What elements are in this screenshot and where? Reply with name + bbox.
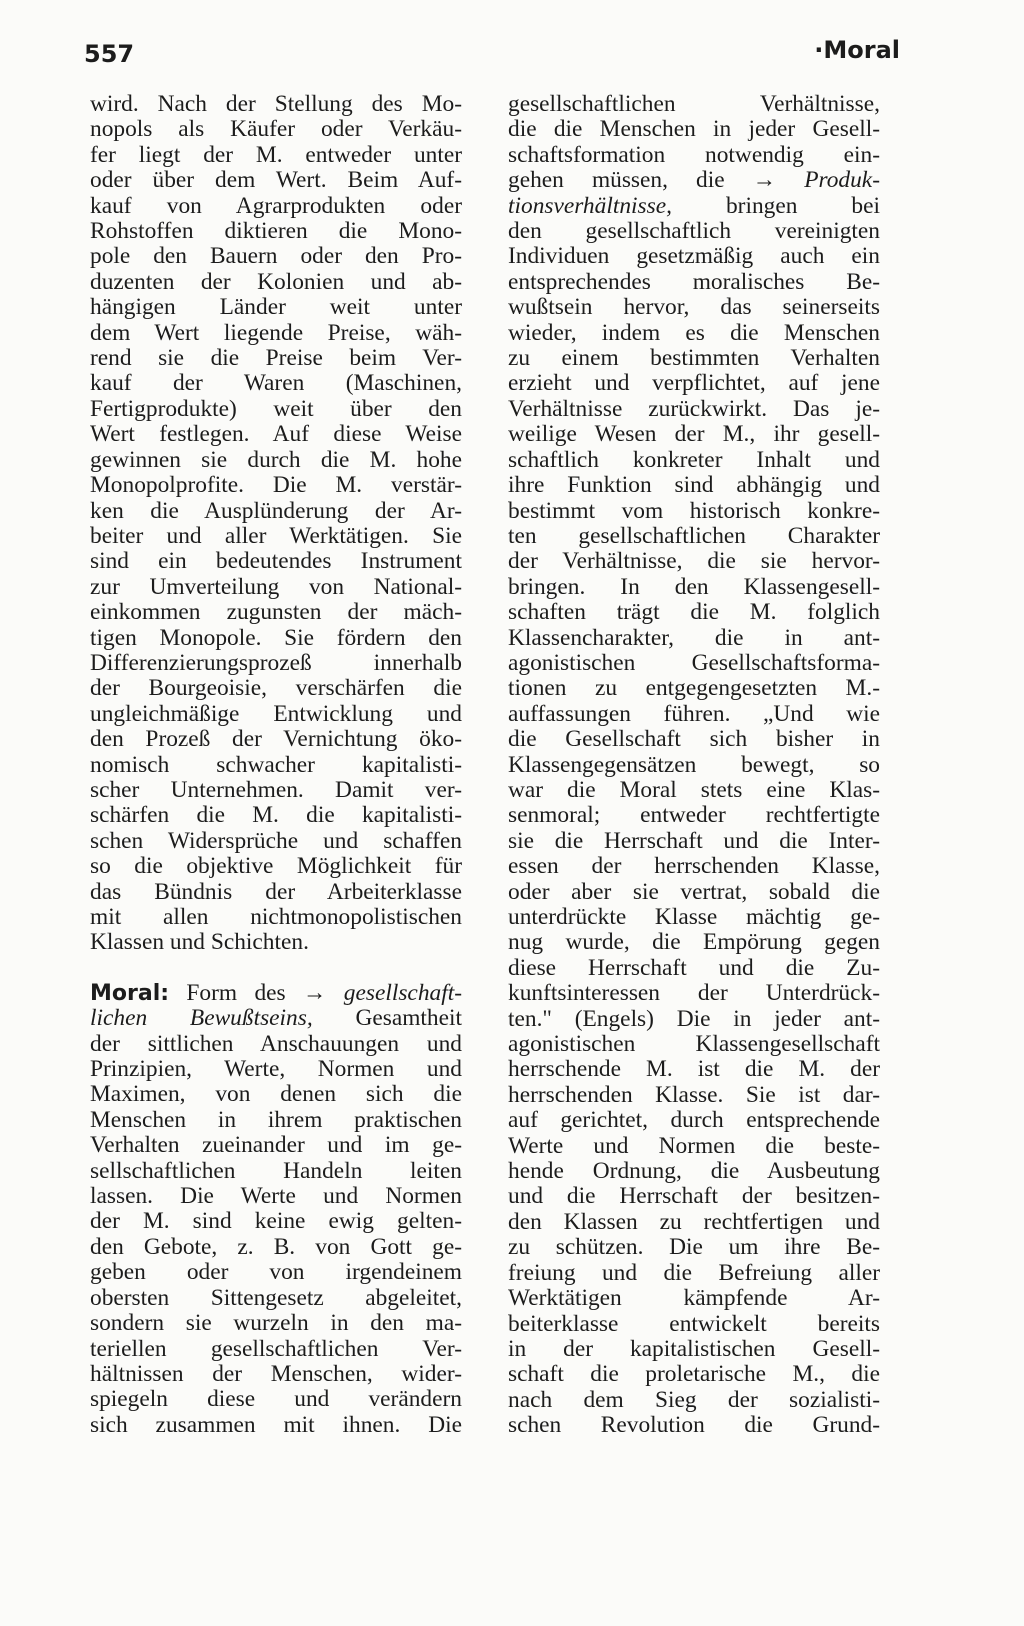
text-line: Klassen und Schichten. [90, 929, 309, 956]
text-line [508, 168, 880, 193]
text-line: die Gesellschaft sich bisher in [508, 726, 880, 753]
text-line: obersten Sittengesetz abgeleitet, [90, 1284, 462, 1311]
left-column [90, 92, 462, 1438]
entry-headword: Moral: [90, 980, 170, 1006]
entry-text: gehen müssen, die → [508, 167, 777, 194]
text-line: mit allen nichtmonopolistischen [90, 904, 462, 930]
text-line: zu einem bestimmten Verhalten [508, 345, 880, 372]
text-line: auf gerichtet, durch entsprechende [508, 1107, 880, 1134]
text-line: der sittlichen Anschauungen und [90, 1030, 462, 1057]
text-line: sondern sie wurzeln in den ma- [90, 1310, 462, 1337]
text-line: beiterklasse entwickelt bereits [508, 1310, 880, 1337]
text-line [90, 981, 462, 1006]
paragraph-gap [90, 956, 462, 981]
text-line: Individuen gesetzmäßig auch ein [508, 243, 880, 270]
text-line: kunftsinteressen der Unterdrück- [508, 980, 880, 1007]
text-line: senmoral; entweder rechtfertigte [508, 802, 880, 829]
text-line: Differenzierungsprozeß innerhalb [90, 649, 462, 676]
text-line: den Prozeß der Vernichtung öko- [90, 726, 462, 753]
text-line: den Gebote, z. B. von Gott ge- [90, 1233, 462, 1260]
text-line: geben oder von irgendeinem [90, 1259, 462, 1286]
text-line: fer liegt der M. entweder unter [90, 141, 462, 168]
text-line: herrschende M. ist die M. der [508, 1056, 880, 1083]
text-line: sellschaftlichen Handeln leiten [90, 1157, 462, 1184]
text-line: tigen Monopole. Sie fördern den [90, 624, 462, 651]
page-number: 557 [84, 40, 135, 68]
text-line: gesellschaftlichen Verhältnisse, [508, 91, 880, 117]
text-line: unterdrückte Klasse mächtig ge- [508, 904, 880, 930]
text-line: wird. Nach der Stellung des Mo- [90, 91, 462, 117]
text-line: Werktätigen kämpfende Ar- [508, 1285, 880, 1312]
text-line: das Bündnis der Arbeiterklasse [90, 878, 462, 905]
text-line: Maximen, von denen sich die [90, 1081, 462, 1108]
text-line: essen der herrschenden Klasse, [508, 853, 880, 880]
text-line: oder über dem Wert. Beim Auf- [90, 167, 462, 194]
text-line: oder aber sie vertrat, sobald die [508, 878, 880, 905]
text-line: nach dem Sieg der sozialisti- [508, 1386, 880, 1413]
text-line: erzieht und verpflichtet, auf jene [508, 370, 880, 397]
text-line: ken die Ausplünderung der Ar- [90, 497, 462, 524]
text-line: bestimmt vom historisch konkre- [508, 497, 880, 524]
monopol-continuation-paragraph [90, 92, 462, 956]
text-line: Klassencharakter, die in ant- [508, 624, 880, 651]
text-line: zur Umverteilung von National- [90, 573, 462, 600]
text-line: hende Ordnung, die Ausbeutung [508, 1158, 880, 1185]
text-line [508, 194, 880, 219]
cross-reference: tionsverhältnisse, [508, 192, 672, 219]
text-line: spiegeln diese und verändern [90, 1386, 462, 1413]
text-line: weilige Wesen der M., ihr gesell- [508, 421, 880, 448]
text-line: rend sie die Preise beim Ver- [90, 345, 462, 372]
moral-entry-continuation [508, 92, 880, 1439]
text-line: entsprechendes moralisches Be- [508, 268, 880, 295]
text-line: schaft die proletarische M., die [508, 1361, 880, 1388]
text-line: einkommen zugunsten der mäch- [90, 599, 462, 626]
text-line: Verhältnisse zurückwirkt. Das je- [508, 395, 880, 422]
text-line: sie die Herrschaft und die Inter- [508, 827, 880, 854]
text-line: ungleichmäßige Entwicklung und [90, 700, 462, 727]
text-line [90, 1006, 462, 1031]
text-line: teriellen gesellschaftlichen Ver- [90, 1335, 462, 1362]
moral-entry-paragraph [90, 981, 462, 1438]
text-line: nug wurde, die Empörung gegen [508, 929, 880, 956]
text-line: bringen. In den Klassengesell- [508, 573, 880, 600]
text-line: auffassungen führen. „Und wie [508, 700, 880, 727]
text-line: der Bourgeoisie, verschärfen die [90, 675, 462, 702]
text-line: und die Herrschaft der besitzen- [508, 1183, 880, 1210]
text-line: schärfen die M. die kapitalisti- [90, 802, 462, 829]
text-line: tionen zu entgegengesetzten M.- [508, 675, 880, 702]
text-line: kauf der Waren (Maschinen, [90, 370, 462, 397]
text-line: sich zusammen mit ihnen. Die [90, 1411, 462, 1438]
text-line: kauf von Agrarprodukten oder [90, 192, 462, 219]
text-line: den gesellschaftlich vereinigten [508, 218, 880, 245]
text-line: Rohstoffen diktieren die Mono- [90, 218, 462, 245]
text-line: agonistischen Gesellschaftsforma- [508, 649, 880, 676]
text-line: schaftlich konkreter Inhalt und [508, 446, 880, 473]
running-head: ·Moral [814, 36, 900, 64]
text-line: dem Wert liegende Preise, wäh- [90, 319, 462, 346]
text-line: ihre Funktion sind abhängig und [508, 472, 880, 499]
text-line: schaftsformation notwendig ein- [508, 141, 880, 168]
text-line: lassen. Die Werte und Normen [90, 1183, 462, 1210]
entry-text: Gesamtheit [312, 1005, 462, 1032]
text-line: Prinzipien, Werte, Normen und [90, 1056, 462, 1083]
text-line: Verhalten zueinander und im ge- [90, 1132, 462, 1159]
text-line: Monopolprofite. Die M. verstär- [90, 472, 462, 499]
text-line: zu schützen. Die um ihre Be- [508, 1234, 880, 1261]
text-line: wieder, indem es die Menschen [508, 319, 880, 346]
text-line: agonistischen Klassengesellschaft [508, 1031, 880, 1058]
right-column [508, 92, 880, 1439]
text-line: nomisch schwacher kapitalisti- [90, 751, 462, 778]
text-line: Klassengegensätzen bewegt, so [508, 751, 880, 778]
entry-text: bringen bei [671, 192, 880, 219]
cross-reference: gesellschaft- [326, 979, 462, 1006]
text-line: diese Herrschaft und die Zu- [508, 954, 880, 981]
text-line: freiung und die Befreiung aller [508, 1259, 880, 1286]
text-line: nopols als Käufer oder Verkäu- [90, 116, 462, 143]
text-line: beiter und aller Werktätigen. Sie [90, 522, 462, 549]
text-line: der M. sind keine ewig gelten- [90, 1208, 462, 1235]
text-line: Menschen in ihrem praktischen [90, 1106, 462, 1133]
text-line: gewinnen sie durch die M. hohe [90, 446, 462, 473]
text-line: in der kapitalistischen Gesell- [508, 1335, 880, 1362]
text-line: hängigen Länder weit unter [90, 294, 462, 321]
text-line: Werte und Normen die beste- [508, 1132, 880, 1159]
text-line: ten gesellschaftlichen Charakter [508, 522, 880, 549]
text-line: pole den Bauern oder den Pro- [90, 243, 462, 270]
text-line: ten." (Engels) Die in jeder ant- [508, 1005, 880, 1032]
text-line: schen Revolution die Grund- [508, 1412, 880, 1439]
text-line: wußtsein hervor, das seinerseits [508, 294, 880, 321]
text-line: schaften trägt die M. folglich [508, 599, 880, 626]
text-line: duzenten der Kolonien und ab- [90, 268, 462, 295]
text-line: herrschenden Klasse. Sie ist dar- [508, 1081, 880, 1108]
text-line: die die Menschen in jeder Gesell- [508, 116, 880, 143]
cross-reference: Produk- [776, 167, 880, 194]
text-line: Fertigprodukte) weit über den [90, 395, 462, 422]
entry-text: Form des → [169, 979, 327, 1006]
text-line: den Klassen zu rechtfertigen und [508, 1208, 880, 1235]
text-line: sind ein bedeutendes Instrument [90, 548, 462, 575]
text-line: der Verhältnisse, die sie hervor- [508, 548, 880, 575]
cross-reference: lichen Bewußtseins, [90, 1005, 313, 1032]
text-line: schen Widersprüche und schaffen [90, 827, 462, 854]
text-line: hältnissen der Menschen, wider- [90, 1360, 462, 1387]
text-line: Wert festlegen. Auf diese Weise [90, 421, 462, 448]
text-line: so die objektive Möglichkeit für [90, 853, 462, 880]
text-line: scher Unternehmen. Damit ver- [90, 776, 462, 803]
text-line: war die Moral stets eine Klas- [508, 776, 880, 803]
